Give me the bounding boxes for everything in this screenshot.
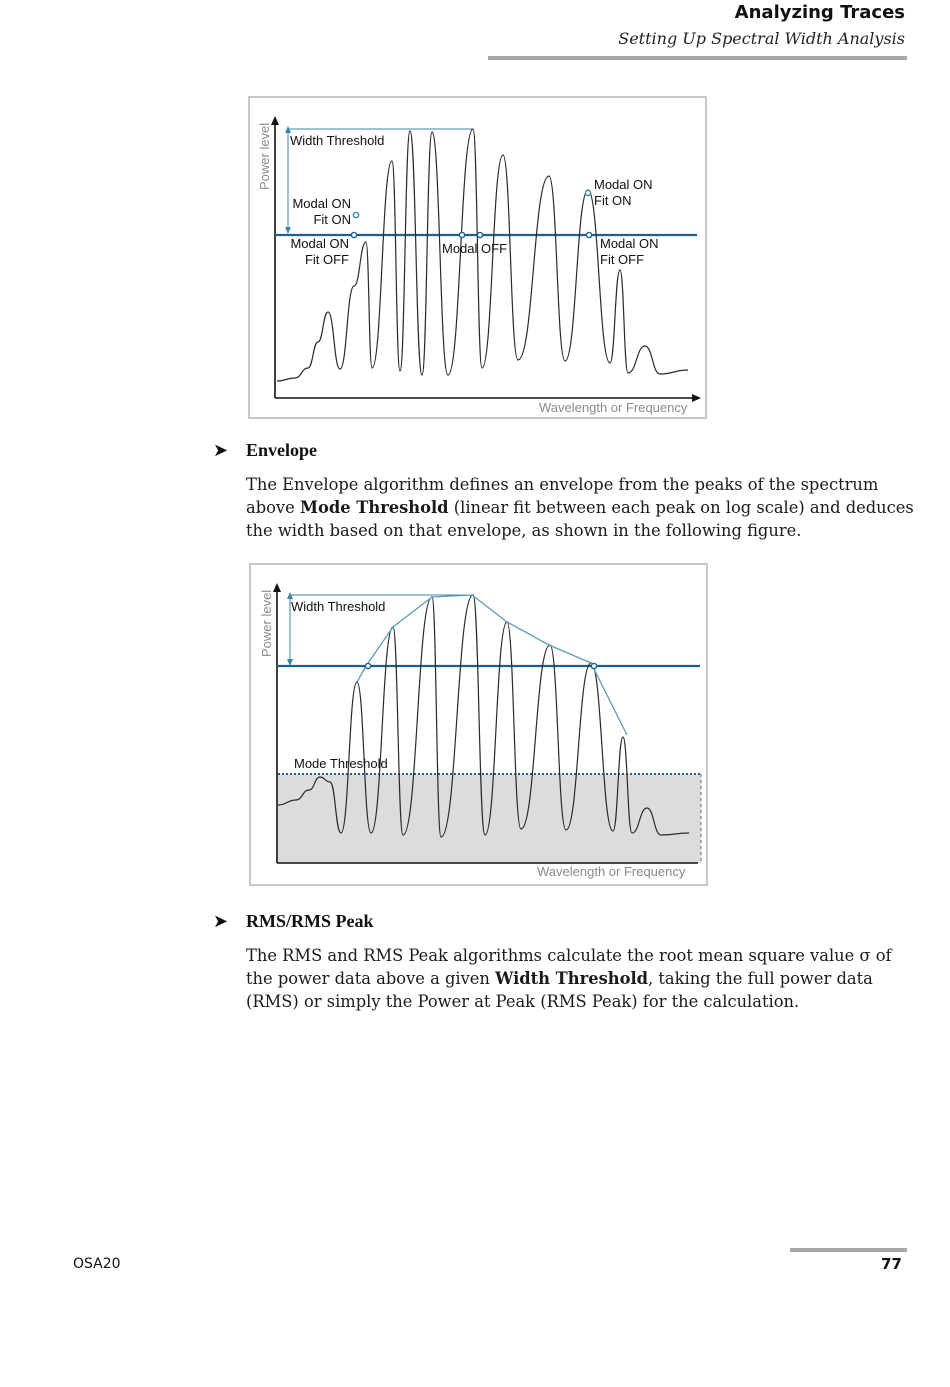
marker-modal-on-fit-on-right [585,190,590,195]
section-title: Analyzing Traces [734,2,905,23]
y-axis-label: Power level [259,589,274,657]
label-modal-on-fit-on-right [594,177,653,209]
marker-modal-off-right [477,232,482,237]
label-modal-on-fit-on-right-line1: Modal ON [594,177,653,192]
marker-modal-off-left [459,232,464,237]
envelope-paragraph [246,473,916,542]
label-modal-on-fit-on-left [291,196,351,228]
rms-title: RMS/RMS Peak [246,911,374,931]
y-axis-arrow [271,116,279,125]
x-axis-arrow [692,394,701,402]
label-modal-on-fit-off-right-line2: Fit OFF [600,252,645,267]
rms-para-bold: Width Threshold [495,969,649,988]
envelope-para-text-2: (linear fit between each peak on log scale) and deduces the width based on that envelope, as shown in the following figure. [246,498,914,540]
label-modal-on-fit-off-left-line1: Modal ON [290,236,349,251]
width-threshold-label: Width Threshold [290,133,385,148]
marker-modal-on-fit-off-right [586,232,591,237]
y-axis-arrow [273,583,281,592]
label-modal-on-fit-on-left-line2: Fit ON [313,212,351,227]
figure-modal-fit [248,96,707,419]
envelope-title: Envelope [246,440,318,460]
envelope-crossing-right [591,663,596,668]
width-threshold-arrow-bottom [285,227,291,234]
width-threshold-label: Width Threshold [291,599,386,614]
y-axis-label: Power level [257,122,272,190]
page-number: 77 [881,1255,902,1273]
label-modal-on-fit-off-right [600,236,659,268]
rms-paragraph [246,944,916,1013]
x-axis-label: Wavelength or Frequency [539,400,688,415]
label-modal-on-fit-on-left-line1: Modal ON [292,196,351,211]
label-modal-on-fit-off-left-line2: Fit OFF [304,252,349,267]
product-name: OSA20 [73,1256,121,1272]
rms-para-text-1: The RMS and RMS Peak algorithms calculate the root mean square value σ of the power data above a given [246,946,892,988]
envelope-para-text-1: The Envelope algorithm defines an envelope from the peaks of the spectrum above [246,475,879,517]
mode-threshold-label: Mode Threshold [294,756,388,771]
figure-envelope [249,563,708,886]
label-modal-on-fit-off-left [288,236,349,268]
x-axis-label: Wavelength or Frequency [537,864,686,879]
envelope-para-bold: Mode Threshold [299,498,449,517]
rms-para-text-2: , taking the full power data (RMS) or simply the Power at Peak (RMS Peak) for the calculation. [246,969,873,1011]
footer-rule [790,1248,907,1252]
label-modal-off: Modal OFF [442,241,508,256]
section-subtitle: Setting Up Spectral Width Analysis [618,29,905,48]
marker-modal-on-fit-off-left [351,232,356,237]
envelope-bullet: ➤ [213,440,229,461]
label-modal-on-fit-off-right-line1: Modal ON [600,236,659,251]
marker-modal-on-fit-on-left [353,212,358,217]
label-modal-on-fit-on-right-line2: Fit ON [594,193,632,208]
rms-bullet: ➤ [213,911,229,932]
header-rule [488,56,907,60]
envelope-crossing-left [365,663,370,668]
